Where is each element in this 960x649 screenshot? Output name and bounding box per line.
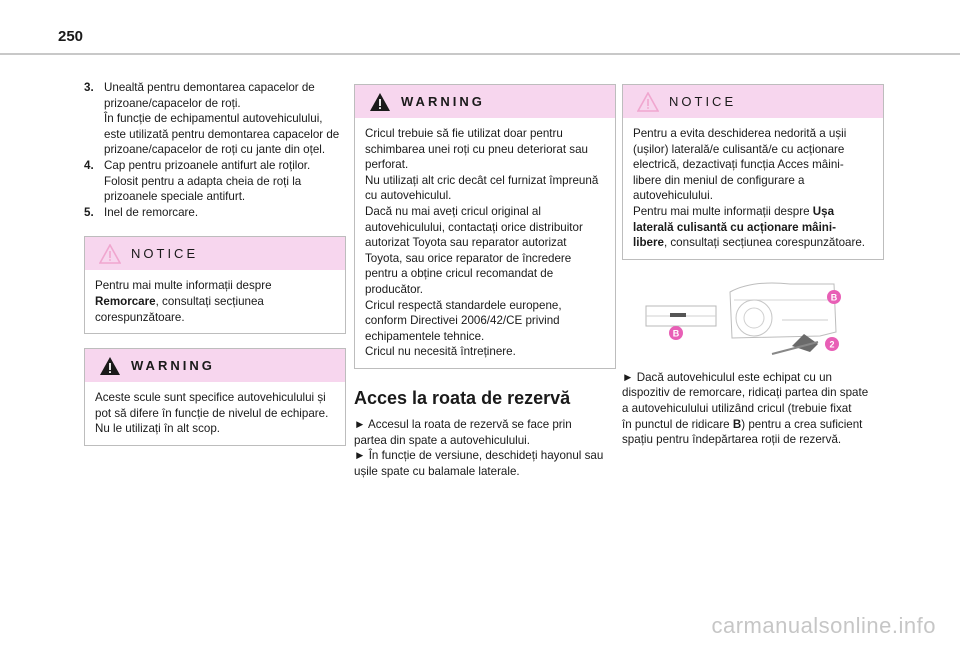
warning-header [85, 349, 345, 382]
warning-body [355, 118, 615, 368]
car-jack-illustration [622, 282, 846, 362]
warning-box [84, 348, 346, 446]
section-title: Acces la roata de rezervă [354, 387, 571, 408]
paragraph-line: partea din spate a autovehiculului. [354, 433, 530, 447]
list-item [84, 205, 346, 221]
paragraph-line [622, 417, 884, 433]
paragraph-line: spațiu pentru îndepărtarea roții de rezervă. [622, 433, 842, 447]
paragraph-line: dispozitiv de remorcare, ridicați partea din spate [622, 386, 869, 400]
column-2 [354, 84, 616, 479]
paragraph-text: ) pentru a crea suficient [741, 417, 863, 431]
notice-bold: Ușa [812, 204, 835, 218]
notice-bold: Remorcare [95, 294, 156, 308]
paragraph-text: în punctul de ridicare [622, 417, 733, 431]
item-line: Inel de remorcare. [104, 205, 199, 219]
notice-bold: laterală culisantă cu acționare mâini- [633, 220, 836, 234]
section-paragraph [354, 417, 616, 479]
notice-header [85, 237, 345, 270]
list-item [84, 158, 346, 205]
watermark: carmanualsonline.info [711, 613, 936, 638]
paragraph-line: ușile spate cu balamale laterale. [354, 464, 520, 478]
warning-line: Cricul respectă standardele europene, [365, 298, 562, 312]
item-line: este utilizată pentru demontarea capacelor de [104, 127, 340, 141]
notice-line: Pentru a evita deschiderea nedorită a ușii [633, 127, 847, 140]
paragraph-bold: B [732, 417, 742, 431]
notice-box [84, 236, 346, 334]
notice-line: autovehiculului. [633, 189, 713, 203]
warning-line: conform Directivei 2006/42/CE privind [365, 314, 560, 328]
item-line: În funcție de echipamentul autovehiculului, [104, 112, 323, 126]
item-line: prizoane/capacelor de roți cu jante din oțel. [104, 143, 326, 157]
label-b-left: B [672, 328, 680, 339]
warning-line: pot să difere în funcție de nivelul de echipare. [95, 406, 329, 420]
warning-line: autovehiculului, contactați orice distribuitor [365, 220, 583, 234]
warning-line: Nu le utilizați în alt scop. [95, 422, 221, 436]
notice-line: Pentru mai multe informații despre [95, 279, 272, 293]
warning-line: Nu utilizați alt cric decât cel furnizat împreună [365, 173, 599, 187]
notice-line: (ușilor) laterală/e culisantă/e cu acționare [633, 142, 845, 156]
list-item [84, 80, 346, 158]
item-line: prizoane/capacelor de roți. [104, 96, 241, 110]
warning-line: perforat. [365, 158, 409, 172]
paragraph-line: ► Dacă autovehiculul este echipat cu un [622, 370, 832, 384]
warning-line: Cricul nu necesită întreținere. [365, 345, 516, 359]
notice-text: , consultați secțiunea [155, 294, 264, 308]
column-1 [84, 80, 346, 446]
warning-triangle-icon [99, 356, 121, 376]
warning-line: echipamentele tehnice. [365, 329, 485, 343]
item-line: Folosit pentru a adapta cheia de roți la [104, 174, 302, 188]
column-3 [622, 84, 884, 448]
warning-line: Dacă nu mai aveți cricul original al [365, 204, 541, 218]
paragraph-line: ► Accesul la roata de rezervă se face prin [354, 417, 572, 431]
item-number: 5. [84, 205, 94, 219]
warning-line: producător. [365, 282, 424, 296]
item-number: 3. [84, 81, 94, 94]
paragraph-line: a autovehiculului utilizând cricul (trebuie fixat [622, 401, 852, 415]
label-b-right: B [830, 292, 838, 303]
warning-line: Cricul trebuie să fie utilizat doar pentru [365, 127, 563, 140]
warning-box [354, 84, 616, 369]
warning-line: autorizat Toyota sau reparator autorizat [365, 236, 567, 250]
warning-line: schimbarea unei roți cu pneu deteriorat sau [365, 142, 588, 156]
spare-wheel-illustration [622, 282, 884, 362]
notice-box [622, 84, 884, 260]
warning-body [85, 382, 345, 445]
notice-title: NOTICE [131, 246, 199, 262]
warning-line: pentru a obține cricul recomandat de [365, 267, 554, 281]
notice-title: NOTICE [669, 93, 737, 109]
notice-triangle-icon [637, 92, 659, 112]
header-rule [0, 53, 960, 55]
notice-text: , consultați secțiunea corespunzătoare. [663, 236, 866, 250]
label-2: 2 [829, 339, 835, 350]
notice-body [85, 270, 345, 333]
notice-bold: libere [633, 236, 664, 250]
item-line: Cap pentru prizoanele antifurt ale roților. [104, 158, 311, 172]
notice-triangle-icon [99, 244, 121, 264]
section-paragraph [622, 370, 884, 448]
warning-header [355, 85, 615, 118]
notice-line [633, 220, 873, 236]
notice-line: corespunzătoare. [95, 310, 185, 324]
item-line: prizoanele speciale antifurt. [104, 190, 246, 204]
warning-triangle-icon [369, 92, 391, 112]
notice-line: libere din meniul de configurare a [633, 173, 805, 187]
notice-text: Pentru mai multe informații despre [633, 204, 813, 218]
warning-line: cu autovehiculul. [365, 189, 452, 203]
warning-title: WARNING [401, 93, 485, 109]
item-number: 4. [84, 158, 94, 172]
warning-line: Toyota, sau orice reparator de încredere [365, 251, 572, 265]
notice-line [633, 204, 873, 220]
notice-line [633, 235, 873, 251]
paragraph-line: ► În funcție de versiune, deschideți hayonul sau [354, 449, 604, 463]
notice-line: electrică, dezactivați funcția Acces mâini- [633, 158, 844, 172]
warning-line: Aceste scule sunt specifice autovehiculului și [95, 391, 326, 405]
notice-line [95, 294, 335, 310]
warning-title: WARNING [131, 357, 215, 373]
page-number: 250 [58, 28, 84, 45]
notice-header [623, 85, 883, 118]
item-line: Unealtă pentru demontarea capacelor de [104, 81, 315, 94]
notice-body [623, 118, 883, 259]
